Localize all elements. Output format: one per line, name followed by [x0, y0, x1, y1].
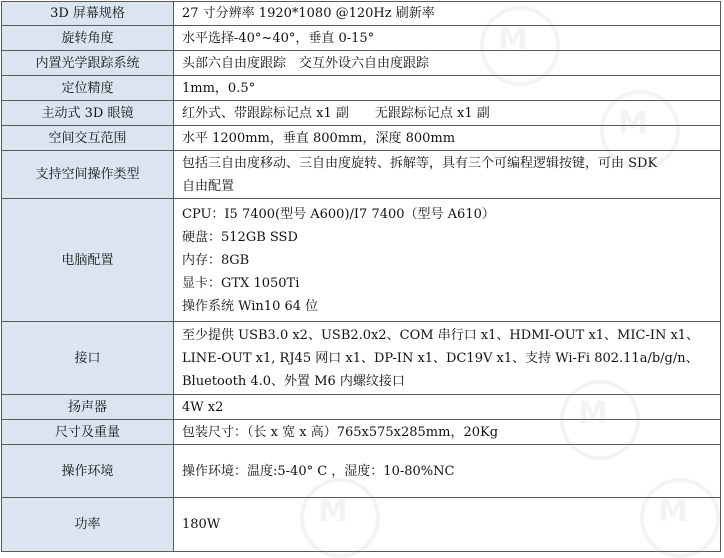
table-row: [2, 445, 721, 498]
row-value: [174, 2, 721, 26]
row-value: [174, 445, 721, 498]
value-line: CPU：I5 7400(型号 A600)/I7 7400（型号 A610）: [182, 206, 495, 222]
value-line: 红外式、带跟踪标记点 x1 副 无跟踪标记点 x1 副: [182, 105, 490, 121]
table-row: [2, 2, 721, 26]
value-line: 180W: [182, 517, 221, 532]
value-line: 包装尺寸：（长 x 宽 x 高）765x575x285mm，20Kg: [182, 424, 499, 440]
row-value: [174, 101, 721, 126]
table-row: [2, 322, 721, 395]
value-line: 显卡：GTX 1050Ti: [182, 275, 300, 291]
table-row: [2, 151, 721, 199]
table-row: [2, 199, 721, 322]
row-value: [174, 420, 721, 445]
row-value: [174, 322, 721, 395]
row-label: 内置光学跟踪系统: [2, 51, 174, 76]
watermark-logo-icon: M: [600, 90, 680, 170]
spec-table-body: [2, 2, 721, 552]
value-line: 硬盘：512GB SSD: [182, 229, 298, 245]
row-label: 旋转角度: [2, 26, 174, 51]
row-label: 定位精度: [2, 76, 174, 101]
row-value: [174, 76, 721, 101]
row-label: 支持空间操作类型: [2, 151, 174, 199]
table-row: [2, 126, 721, 151]
value-line: 自由配置: [182, 178, 235, 194]
row-value: [174, 498, 721, 552]
table-row: [2, 498, 721, 552]
row-label: 电脑配置: [2, 199, 174, 322]
watermark-logo-icon: M: [640, 478, 720, 558]
row-value: [174, 51, 721, 76]
value-line: 水平 1200mm，垂直 800mm，深度 800mm: [182, 130, 456, 146]
watermark-logo-icon: M: [560, 380, 640, 460]
spec-table: [1, 1, 721, 552]
row-label: 接口: [2, 322, 174, 395]
row-label: 尺寸及重量: [2, 420, 174, 445]
table-row: [2, 420, 721, 445]
table-row: [2, 76, 721, 101]
watermark-logo-icon: M: [300, 478, 380, 558]
table-row: [2, 101, 721, 126]
row-label: 3D 屏幕规格: [2, 2, 174, 26]
row-label: 功率: [2, 498, 174, 552]
value-line: 27 寸分辨率 1920*1080 @120Hz 刷新率: [182, 6, 435, 21]
value-line: 操作环境：温度:5-40° C ，湿度：10-80%NC: [182, 463, 455, 479]
row-value: [174, 199, 721, 322]
table-row: [2, 51, 721, 76]
value-line: 1mm，0.5°: [182, 80, 256, 96]
value-line: 内存：8GB: [182, 252, 250, 268]
value-line: 4W x2: [182, 399, 224, 415]
value-line: 至少提供 USB3.0 x2、USB2.0x2、COM 串行口 x1、HDMI-OUT x1、MIC-IN x1、: [182, 327, 700, 343]
value-line: 操作系统 Win10 64 位: [182, 298, 319, 314]
value-line: LINE-OUT x1, RJ45 网口 x1、DP-IN x1、DC19V x1、支持 Wi-Fi 802.11a/b/g/n、: [182, 350, 699, 366]
row-value: [174, 395, 721, 420]
row-value: [174, 151, 721, 199]
row-value: [174, 126, 721, 151]
row-label: 空间交互范围: [2, 126, 174, 151]
watermark-logo-icon: M: [480, 6, 560, 86]
value-line: Bluetooth 4.0、外置 M6 内螺纹接口: [182, 373, 405, 389]
row-label: 操作环境: [2, 445, 174, 498]
value-line: 头部六自由度跟踪 交互外设六自由度跟踪: [182, 55, 430, 71]
row-label: 扬声器: [2, 395, 174, 420]
value-line: 水平选择-40°~40°，垂直 0-15°: [182, 30, 375, 46]
value-line: 包括三自由度移动、三自由度旋转、拆解等，具有三个可编程逻辑按键，可由 SDK: [182, 155, 658, 171]
table-row: [2, 26, 721, 51]
table-row: [2, 395, 721, 420]
row-label: 主动式 3D 眼镜: [2, 101, 174, 126]
row-value: [174, 26, 721, 51]
